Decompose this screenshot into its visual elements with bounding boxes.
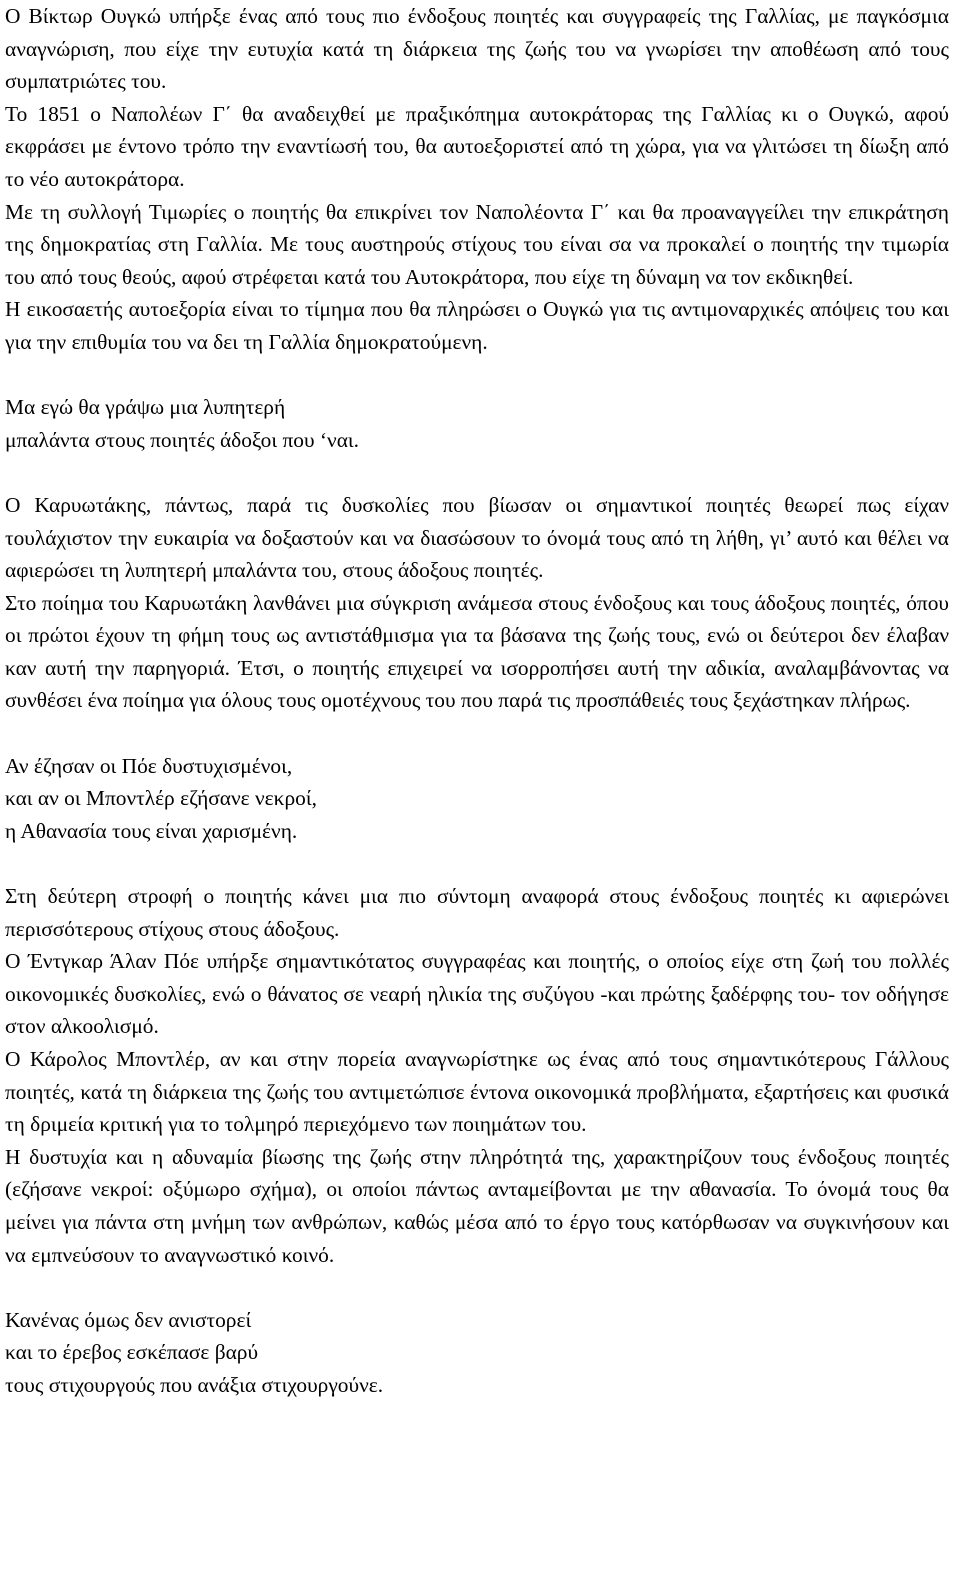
- verse-quote-1: [5, 391, 949, 456]
- paragraph-karyotakis-view: Ο Καρυωτάκης, πάντως, παρά τις δυσκολίες που βίωσαν οι σημαντικοί ποιητές θεωρεί πως είχαν τουλάχιστον την ευκαιρία να δοξαστούν και να διασώσουν το όνομά τους από τη λήθη, γι’ αυτό και θέλει να αφιερώσει τη λυπητερή μπαλάντα του, στους άδοξους ποιητές.: [5, 492, 949, 583]
- verse-quote-2: [5, 750, 949, 848]
- paragraph-second-stanza: Στη δεύτερη στροφή ο ποιητής κάνει μια πιο σύντομη αναφορά στους ένδοξους ποιητές κι αφιερώνει περισσότερους στίχους στους άδοξους.: [5, 884, 949, 941]
- paragraph-self-exile: Η εικοσαετής αυτοεξορία είναι το τίμημα που θα πληρώσει ο Ουγκώ για τις αντιμοναρχικές απόψεις του και για την επιθυμία του να δει τη Γαλλία δημοκρατούμενη.: [5, 297, 949, 354]
- section-hugo: [5, 0, 949, 359]
- spacer: [5, 359, 949, 392]
- verse-line: και το έρεβος εσκέπασε βαρύ: [5, 1340, 259, 1365]
- paragraph-baudelaire: Ο Κάρολος Μποντλέρ, αν και στην πορεία αναγνωρίστηκε ως ένας από τους σημαντικότερους Γάλλους ποιητές, κατά τη διάρκεια της ζωής του αντιμετώπισε έντονα οικονομικά προβλήματα, εξαρτήσεις και φυσικά τη δριμεία κριτική για το τολμηρό περιεχόμενο των ποιημάτων του.: [5, 1047, 949, 1137]
- paragraph-comparison: Στο ποίημα του Καρυωτάκη λανθάνει μια σύγκριση ανάμεσα στους ένδοξους και τους άδοξους ποιητές, όπου οι πρώτοι έχουν τη φήμη τους ως αντιστάθμισμα για τα βάσανα της ζωής τους, ενώ οι δεύτεροι δεν έλαβαν καν αυτή την παρηγοριά. Έτσι, ο ποιητής επιχειρεί να ισορροπήσει αυτή την αδικία, αναλαμβάνοντας να συνθέσει ένα ποίημα για όλους τους ομοτέχνους του που παρά τις προσπάθειές τους ξεχάστηκαν πλήρως.: [5, 590, 949, 713]
- verse-line: η Αθανασία τους είναι χαρισμένη.: [5, 818, 298, 843]
- spacer: [5, 1271, 949, 1304]
- paragraph-hugo-intro: Ο Βίκτωρ Ουγκώ υπήρξε ένας από τους πιο ένδοξους ποιητές και συγγραφείς της Γαλλίας, με παγκόσμια αναγνώριση, που είχε την ευτυχία κατά τη διάρκεια της ζωής του να γνωρίσει την αποθέωση από τους συμπατριώτες του.: [5, 4, 949, 94]
- verse-line: Κανένας όμως δεν ανιστορεί: [5, 1307, 252, 1332]
- spacer: [5, 717, 949, 750]
- paragraph-hugo-exile: Το 1851 ο Ναπολέων Γ΄ θα αναδειχθεί με πραξικόπημα αυτοκράτορας της Γαλλίας κι ο Ουγκώ, αφού εκφράσει με έντονο τρόπο την εναντίωσή του, θα αυτοεξοριστεί από τη χώρα, για να γλιτώσει τη δίωξη από το νέο αυτοκράτορα.: [5, 101, 949, 191]
- document-page: [5, 0, 949, 1402]
- verse-line: μπαλάντα στους ποιητές άδοξοι που ‘ναι.: [5, 427, 359, 452]
- paragraph-chastisements: Με τη συλλογή Τιμωρίες ο ποιητής θα επικρίνει τον Ναπολέοντα Γ΄ και θα προαναγγείλει την επικράτηση της δημοκρατίας στη Γαλλία. Με τους αυστηρούς στίχους του είναι σα να προκαλεί ο ποιητής την τιμωρία του από τους θεούς, αφού στρέφεται κατά του Αυτοκράτορα, που είχε τη δύναμη να τον εκδικηθεί.: [5, 199, 949, 289]
- verse-line: Αν έζησαν οι Πόε δυστυχισμένοι,: [5, 753, 293, 778]
- paragraph-poe: Ο Έντγκαρ Άλαν Πόε υπήρξε σημαντικότατος συγγραφέας και ποιητής, ο οποίος είχε στη ζωή του πολλές οικονομικές δυσκολίες, ενώ ο θάνατος σε νεαρή ηλικία της συζύγου -και πρώτης ξαδέρφης του- τον οδήγησε στον αλκοολισμό.: [5, 949, 949, 1039]
- verse-quote-3: [5, 1304, 949, 1402]
- section-karyotakis: [5, 489, 949, 717]
- verse-line: Μα εγώ θα γράψω μια λυπητερή: [5, 395, 286, 420]
- paragraph-immortality: Η δυστυχία και η αδυναμία βίωσης της ζωής στην πληρότητά της, χαρακτηρίζουν τους ένδοξους ποιητές (εζήσανε νεκροί: οξύμωρο σχήμα), οι οποίοι πάντως ανταμείβονται με την αθανασία. Το όνομά τους θα μείνει για πάντα στη μνήμη των ανθρώπων, καθώς μέσα από το έργο τους κατόρθωσαν να συγκινήσουν και να εμπνεύσουν το αναγνωστικό κοινό.: [5, 1144, 949, 1267]
- spacer: [5, 456, 949, 489]
- section-second-stanza: [5, 880, 949, 1271]
- spacer: [5, 847, 949, 880]
- verse-line: και αν οι Μποντλέρ εζήσανε νεκροί,: [5, 786, 317, 811]
- verse-line: τους στιχουργούς που ανάξια στιχουργούνε.: [5, 1372, 384, 1397]
